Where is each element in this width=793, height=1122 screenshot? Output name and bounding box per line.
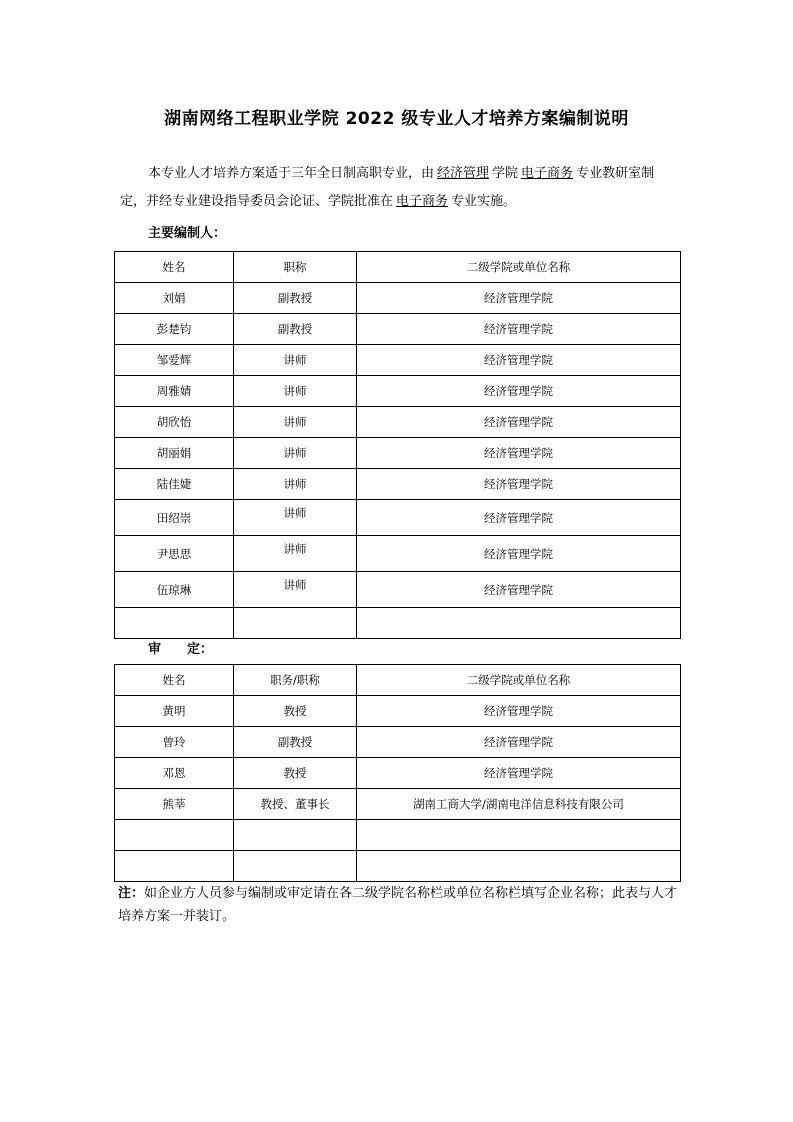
- table-cell: 经济管理学院: [357, 727, 681, 758]
- intro-paragraph: [120, 160, 680, 216]
- footnote: [118, 882, 684, 928]
- table-cell: 副教授: [234, 727, 357, 758]
- table-row: [115, 469, 681, 500]
- table-cell: 讲师: [234, 469, 357, 500]
- table-cell: 湖南工商大学/湖南电洋信息科技有限公司: [357, 789, 681, 820]
- table-cell: 经济管理学院: [357, 572, 681, 608]
- table-cell: 副教授: [234, 314, 357, 345]
- major-name: 电子商务: [521, 166, 574, 181]
- table-cell: 熊莘: [115, 789, 234, 820]
- header-cell: 职务/职称: [234, 665, 357, 696]
- footnote-text: 如企业方人员参与编制或审定请在各二级学院名称栏或单位名称栏填写企业名称；此表与人才培养方案一并装订。: [118, 886, 678, 924]
- table-cell: 经济管理学院: [357, 758, 681, 789]
- table-cell: 教授、董事长: [234, 789, 357, 820]
- table-cell: 彭楚钧: [115, 314, 234, 345]
- table-cell: [234, 608, 357, 639]
- table-row: [115, 376, 681, 407]
- table-cell: 经济管理学院: [357, 696, 681, 727]
- intro-text-4: 专业实施。: [451, 194, 517, 209]
- table-cell: 经济管理学院: [357, 314, 681, 345]
- table-row: [115, 500, 681, 536]
- table-cell: [234, 820, 357, 851]
- table-cell: 讲师: [234, 376, 357, 407]
- table-cell: 讲师: [234, 536, 357, 572]
- table-cell: 教授: [234, 758, 357, 789]
- header-cell: 二级学院或单位名称: [357, 665, 681, 696]
- table-cell: [357, 608, 681, 639]
- table-cell: 田绍崇: [115, 500, 234, 536]
- table-cell: 讲师: [234, 345, 357, 376]
- table-row: [115, 572, 681, 608]
- header-cell: 职称: [234, 252, 357, 283]
- intro-text-3: 专业教研室制定，并经专业建设指导委员会论证、学院批准在: [120, 166, 655, 209]
- table-cell: 周雅婧: [115, 376, 234, 407]
- table-row: [115, 608, 681, 639]
- header-cell: 姓名: [115, 665, 234, 696]
- table-cell: 陆佳婕: [115, 469, 234, 500]
- table-row: [115, 407, 681, 438]
- table-row: [115, 536, 681, 572]
- editors-table: [114, 251, 681, 639]
- table-cell: 经济管理学院: [357, 438, 681, 469]
- table-cell: 经济管理学院: [357, 469, 681, 500]
- table-cell: [115, 851, 234, 882]
- table-row: [115, 851, 681, 882]
- table-cell: 副教授: [234, 283, 357, 314]
- table-cell: 经济管理学院: [357, 407, 681, 438]
- table-row: [115, 820, 681, 851]
- table-cell: 胡欣怡: [115, 407, 234, 438]
- table-row: [115, 283, 681, 314]
- table-header-row: [115, 252, 681, 283]
- table-row: [115, 345, 681, 376]
- table-row: [115, 314, 681, 345]
- table-cell: 讲师: [234, 407, 357, 438]
- reviewers-table: [114, 664, 681, 882]
- major-name-2: 电子商务: [396, 194, 449, 209]
- table-cell: [234, 851, 357, 882]
- table-cell: 教授: [234, 696, 357, 727]
- table-cell: 尹思思: [115, 536, 234, 572]
- table-header-row: [115, 665, 681, 696]
- table-cell: 讲师: [234, 500, 357, 536]
- table-row: [115, 789, 681, 820]
- table-cell: 曾玲: [115, 727, 234, 758]
- header-cell: 二级学院或单位名称: [357, 252, 681, 283]
- table-cell: 邓恩: [115, 758, 234, 789]
- table-cell: [357, 851, 681, 882]
- table-cell: [115, 608, 234, 639]
- table-cell: 黄明: [115, 696, 234, 727]
- table-cell: 经济管理学院: [357, 376, 681, 407]
- table-cell: 刘娟: [115, 283, 234, 314]
- table-row: [115, 758, 681, 789]
- header-cell: 姓名: [115, 252, 234, 283]
- table-cell: [115, 820, 234, 851]
- table-cell: 邹爱辉: [115, 345, 234, 376]
- editors-label: 主要编制人：: [148, 226, 227, 241]
- document-title: 湖南网络工程职业学院 2022 级专业人才培养方案编制说明: [164, 109, 629, 129]
- table-cell: 经济管理学院: [357, 283, 681, 314]
- intro-text-1: 本专业人才培养方案适于三年全日制高职专业，由: [148, 166, 435, 181]
- table-cell: 胡丽娟: [115, 438, 234, 469]
- footnote-label: 注：: [118, 886, 145, 901]
- table-cell: 伍琼琳: [115, 572, 234, 608]
- table-cell: 经济管理学院: [357, 500, 681, 536]
- table-cell: 经济管理学院: [357, 345, 681, 376]
- table-cell: [357, 820, 681, 851]
- intro-text-2: 学院: [492, 166, 519, 181]
- table-cell: 讲师: [234, 438, 357, 469]
- table-row: [115, 727, 681, 758]
- table-row: [115, 438, 681, 469]
- table-row: [115, 696, 681, 727]
- table-cell: 经济管理学院: [357, 536, 681, 572]
- dept-name: 经济管理: [437, 166, 490, 181]
- reviewers-label: 审 定：: [148, 642, 214, 657]
- table-cell: 讲师: [234, 572, 357, 608]
